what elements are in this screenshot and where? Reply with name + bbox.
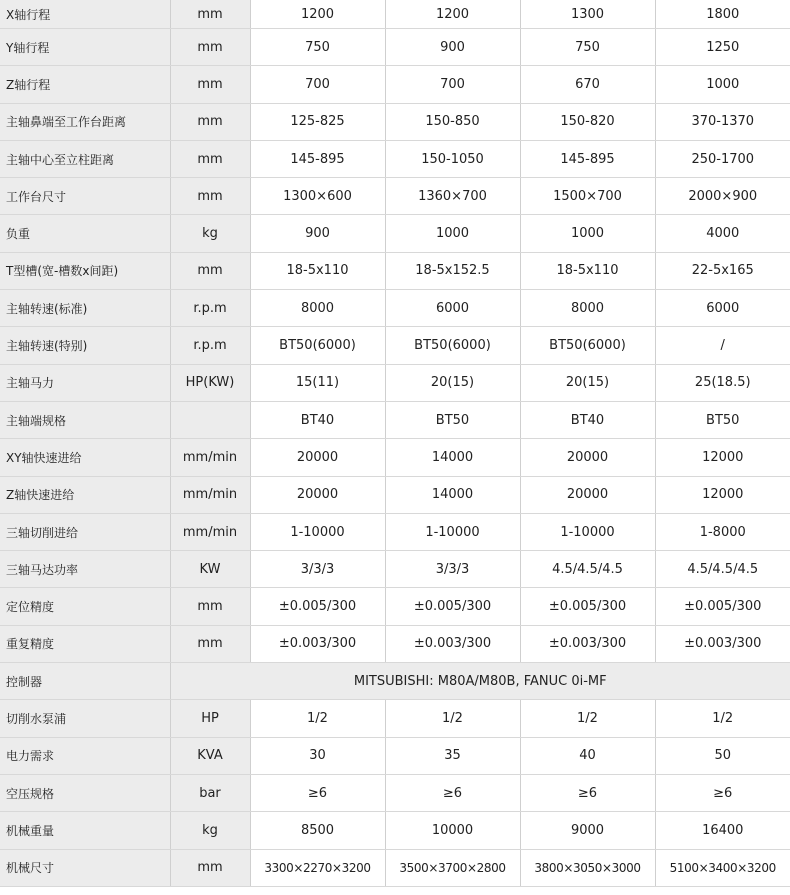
row-unit: KW xyxy=(170,551,250,588)
cell-model-3: 145-895 xyxy=(520,140,655,177)
cell-model-3: 150-820 xyxy=(520,103,655,140)
row-unit: mm xyxy=(170,178,250,215)
cell-model-1: 700 xyxy=(250,66,385,103)
cell-model-4: ±0.003/300 xyxy=(655,625,790,662)
row-unit: mm xyxy=(170,849,250,886)
cell-model-1: BT40 xyxy=(250,401,385,438)
cell-model-4: 1000 xyxy=(655,66,790,103)
cell-model-3: 4.5/4.5/4.5 xyxy=(520,551,655,588)
spec-row-spindle-speed-standard xyxy=(0,290,790,327)
cell-model-1: 8000 xyxy=(250,290,385,327)
spec-row-repeatability xyxy=(0,625,790,662)
row-label: 三轴切削进给 xyxy=(0,513,170,550)
cell-model-4: 6000 xyxy=(655,290,790,327)
spec-row-z-rapid xyxy=(0,476,790,513)
cell-model-2: 18-5x152.5 xyxy=(385,252,520,289)
row-label: 主轴转速(标准) xyxy=(0,290,170,327)
cell-model-2: 150-1050 xyxy=(385,140,520,177)
cell-model-1: ≥6 xyxy=(250,774,385,811)
cell-model-3: 18-5x110 xyxy=(520,252,655,289)
spec-row-xy-rapid xyxy=(0,439,790,476)
cell-model-3: 20000 xyxy=(520,439,655,476)
cell-model-1: 20000 xyxy=(250,439,385,476)
cell-model-2: 3/3/3 xyxy=(385,551,520,588)
cell-model-2: 10000 xyxy=(385,812,520,849)
cell-model-2: 900 xyxy=(385,29,520,66)
cell-model-4: 22-5x165 xyxy=(655,252,790,289)
cell-model-4: ≥6 xyxy=(655,774,790,811)
row-label: 重复精度 xyxy=(0,625,170,662)
spec-row-machine-weight xyxy=(0,812,790,849)
cell-model-1: 1-10000 xyxy=(250,513,385,550)
row-unit: mm xyxy=(170,29,250,66)
cell-model-1: 125-825 xyxy=(250,103,385,140)
row-unit: mm/min xyxy=(170,513,250,550)
spec-row-coolant-pump xyxy=(0,700,790,737)
cell-model-1: BT50(6000) xyxy=(250,327,385,364)
row-label: 机械尺寸 xyxy=(0,849,170,886)
cell-model-2: ±0.003/300 xyxy=(385,625,520,662)
spec-row-x-travel xyxy=(0,0,790,29)
cell-model-2: 14000 xyxy=(385,439,520,476)
row-label: 控制器 xyxy=(0,663,170,700)
cell-model-4: 4.5/4.5/4.5 xyxy=(655,551,790,588)
cell-model-3: BT40 xyxy=(520,401,655,438)
cell-model-4: 370-1370 xyxy=(655,103,790,140)
row-label: 机械重量 xyxy=(0,812,170,849)
cell-model-3: 8000 xyxy=(520,290,655,327)
cell-model-2: 35 xyxy=(385,737,520,774)
cell-model-2: 14000 xyxy=(385,476,520,513)
cell-model-4: 1/2 xyxy=(655,700,790,737)
cell-model-3: ±0.003/300 xyxy=(520,625,655,662)
row-unit: kg xyxy=(170,215,250,252)
cell-model-1: 20000 xyxy=(250,476,385,513)
row-unit: mm xyxy=(170,252,250,289)
cell-model-4: 4000 xyxy=(655,215,790,252)
cell-model-4: 12000 xyxy=(655,476,790,513)
cell-model-3: ≥6 xyxy=(520,774,655,811)
cell-model-2: 6000 xyxy=(385,290,520,327)
cell-model-3: 1000 xyxy=(520,215,655,252)
spec-row-spindle-taper xyxy=(0,401,790,438)
row-unit: r.p.m xyxy=(170,327,250,364)
controller-value: MITSUBISHI: M80A/M80B, FANUC 0i-MF xyxy=(170,663,790,700)
cell-model-2: ≥6 xyxy=(385,774,520,811)
cell-model-4: BT50 xyxy=(655,401,790,438)
cell-model-1: 3/3/3 xyxy=(250,551,385,588)
spec-row-table-size xyxy=(0,178,790,215)
spec-row-positioning-accuracy xyxy=(0,588,790,625)
spec-row-y-travel xyxy=(0,29,790,66)
cell-model-1: 8500 xyxy=(250,812,385,849)
cell-model-3: ±0.005/300 xyxy=(520,588,655,625)
row-label: Y轴行程 xyxy=(0,29,170,66)
cell-model-3: 1/2 xyxy=(520,700,655,737)
row-unit: mm xyxy=(170,66,250,103)
row-unit: bar xyxy=(170,774,250,811)
cell-model-1: 145-895 xyxy=(250,140,385,177)
cell-model-4: 1-8000 xyxy=(655,513,790,550)
cell-model-2: 150-850 xyxy=(385,103,520,140)
cell-model-3: 1500×700 xyxy=(520,178,655,215)
row-label: 切削水泵浦 xyxy=(0,700,170,737)
cell-model-1: 3300×2270×3200 xyxy=(250,849,385,886)
row-unit: mm/min xyxy=(170,439,250,476)
row-unit: r.p.m xyxy=(170,290,250,327)
spec-row-spindle-center-to-column xyxy=(0,140,790,177)
cell-model-3: 1300 xyxy=(520,0,655,29)
row-label: XY轴快速进给 xyxy=(0,439,170,476)
row-unit: HP xyxy=(170,700,250,737)
row-label: 主轴马力 xyxy=(0,364,170,401)
cell-model-4: 50 xyxy=(655,737,790,774)
row-unit: mm xyxy=(170,103,250,140)
row-unit: mm xyxy=(170,140,250,177)
spec-row-air-pressure xyxy=(0,774,790,811)
row-unit: mm xyxy=(170,625,250,662)
cell-model-4: 5100×3400×3200 xyxy=(655,849,790,886)
row-label: 主轴转速(特别) xyxy=(0,327,170,364)
cell-model-2: ±0.005/300 xyxy=(385,588,520,625)
row-label: X轴行程 xyxy=(0,0,170,29)
row-unit xyxy=(170,401,250,438)
row-unit: kg xyxy=(170,812,250,849)
row-label: 空压规格 xyxy=(0,774,170,811)
cell-model-4: 25(18.5) xyxy=(655,364,790,401)
row-label: Z轴行程 xyxy=(0,66,170,103)
row-label: 电力需求 xyxy=(0,737,170,774)
cell-model-3: 3800×3050×3000 xyxy=(520,849,655,886)
spec-row-z-travel xyxy=(0,66,790,103)
cell-model-1: 750 xyxy=(250,29,385,66)
cell-model-3: 670 xyxy=(520,66,655,103)
cell-model-2: BT50(6000) xyxy=(385,327,520,364)
cell-model-3: 20(15) xyxy=(520,364,655,401)
cell-model-2: 1200 xyxy=(385,0,520,29)
cell-model-1: ±0.003/300 xyxy=(250,625,385,662)
row-label: 主轴端规格 xyxy=(0,401,170,438)
cell-model-2: 3500×3700×2800 xyxy=(385,849,520,886)
cell-model-2: 1-10000 xyxy=(385,513,520,550)
row-label: Z轴快速进给 xyxy=(0,476,170,513)
row-unit: mm/min xyxy=(170,476,250,513)
cell-model-1: 18-5x110 xyxy=(250,252,385,289)
cell-model-2: BT50 xyxy=(385,401,520,438)
cell-model-2: 1360×700 xyxy=(385,178,520,215)
spec-row-power-requirement xyxy=(0,737,790,774)
cell-model-3: 1-10000 xyxy=(520,513,655,550)
row-label: 主轴中心至立柱距离 xyxy=(0,140,170,177)
row-label: 主轴鼻端至工作台距离 xyxy=(0,103,170,140)
spec-row-spindle-nose-to-table xyxy=(0,103,790,140)
cell-model-4: 12000 xyxy=(655,439,790,476)
cell-model-1: 1300×600 xyxy=(250,178,385,215)
spec-row-machine-dimensions xyxy=(0,849,790,886)
spec-row-axis-motor-power xyxy=(0,551,790,588)
cell-model-2: 700 xyxy=(385,66,520,103)
row-unit: mm xyxy=(170,588,250,625)
row-unit: HP(KW) xyxy=(170,364,250,401)
cell-model-4: 250-1700 xyxy=(655,140,790,177)
row-label: T型槽(宽-槽数x间距) xyxy=(0,252,170,289)
row-label: 负重 xyxy=(0,215,170,252)
cell-model-2: 20(15) xyxy=(385,364,520,401)
cell-model-2: 1/2 xyxy=(385,700,520,737)
cell-model-1: ±0.005/300 xyxy=(250,588,385,625)
cell-model-4: 1800 xyxy=(655,0,790,29)
row-label: 三轴马达功率 xyxy=(0,551,170,588)
cell-model-1: 30 xyxy=(250,737,385,774)
cell-model-2: 1000 xyxy=(385,215,520,252)
spec-row-t-slot xyxy=(0,252,790,289)
spec-row-controller xyxy=(0,663,790,700)
row-label: 工作台尺寸 xyxy=(0,178,170,215)
spec-row-spindle-speed-special xyxy=(0,327,790,364)
row-label: 定位精度 xyxy=(0,588,170,625)
row-unit: mm xyxy=(170,0,250,29)
cell-model-1: 1/2 xyxy=(250,700,385,737)
cell-model-3: 750 xyxy=(520,29,655,66)
cell-model-1: 900 xyxy=(250,215,385,252)
spec-row-cutting-feed xyxy=(0,513,790,550)
cell-model-4: / xyxy=(655,327,790,364)
spec-row-spindle-power xyxy=(0,364,790,401)
cell-model-3: 20000 xyxy=(520,476,655,513)
cell-model-3: 40 xyxy=(520,737,655,774)
cell-model-4: ±0.005/300 xyxy=(655,588,790,625)
spec-row-load xyxy=(0,215,790,252)
cell-model-4: 1250 xyxy=(655,29,790,66)
cell-model-3: BT50(6000) xyxy=(520,327,655,364)
row-unit: KVA xyxy=(170,737,250,774)
cell-model-1: 1200 xyxy=(250,0,385,29)
cell-model-3: 9000 xyxy=(520,812,655,849)
cell-model-4: 16400 xyxy=(655,812,790,849)
cell-model-4: 2000×900 xyxy=(655,178,790,215)
cell-model-1: 15(11) xyxy=(250,364,385,401)
